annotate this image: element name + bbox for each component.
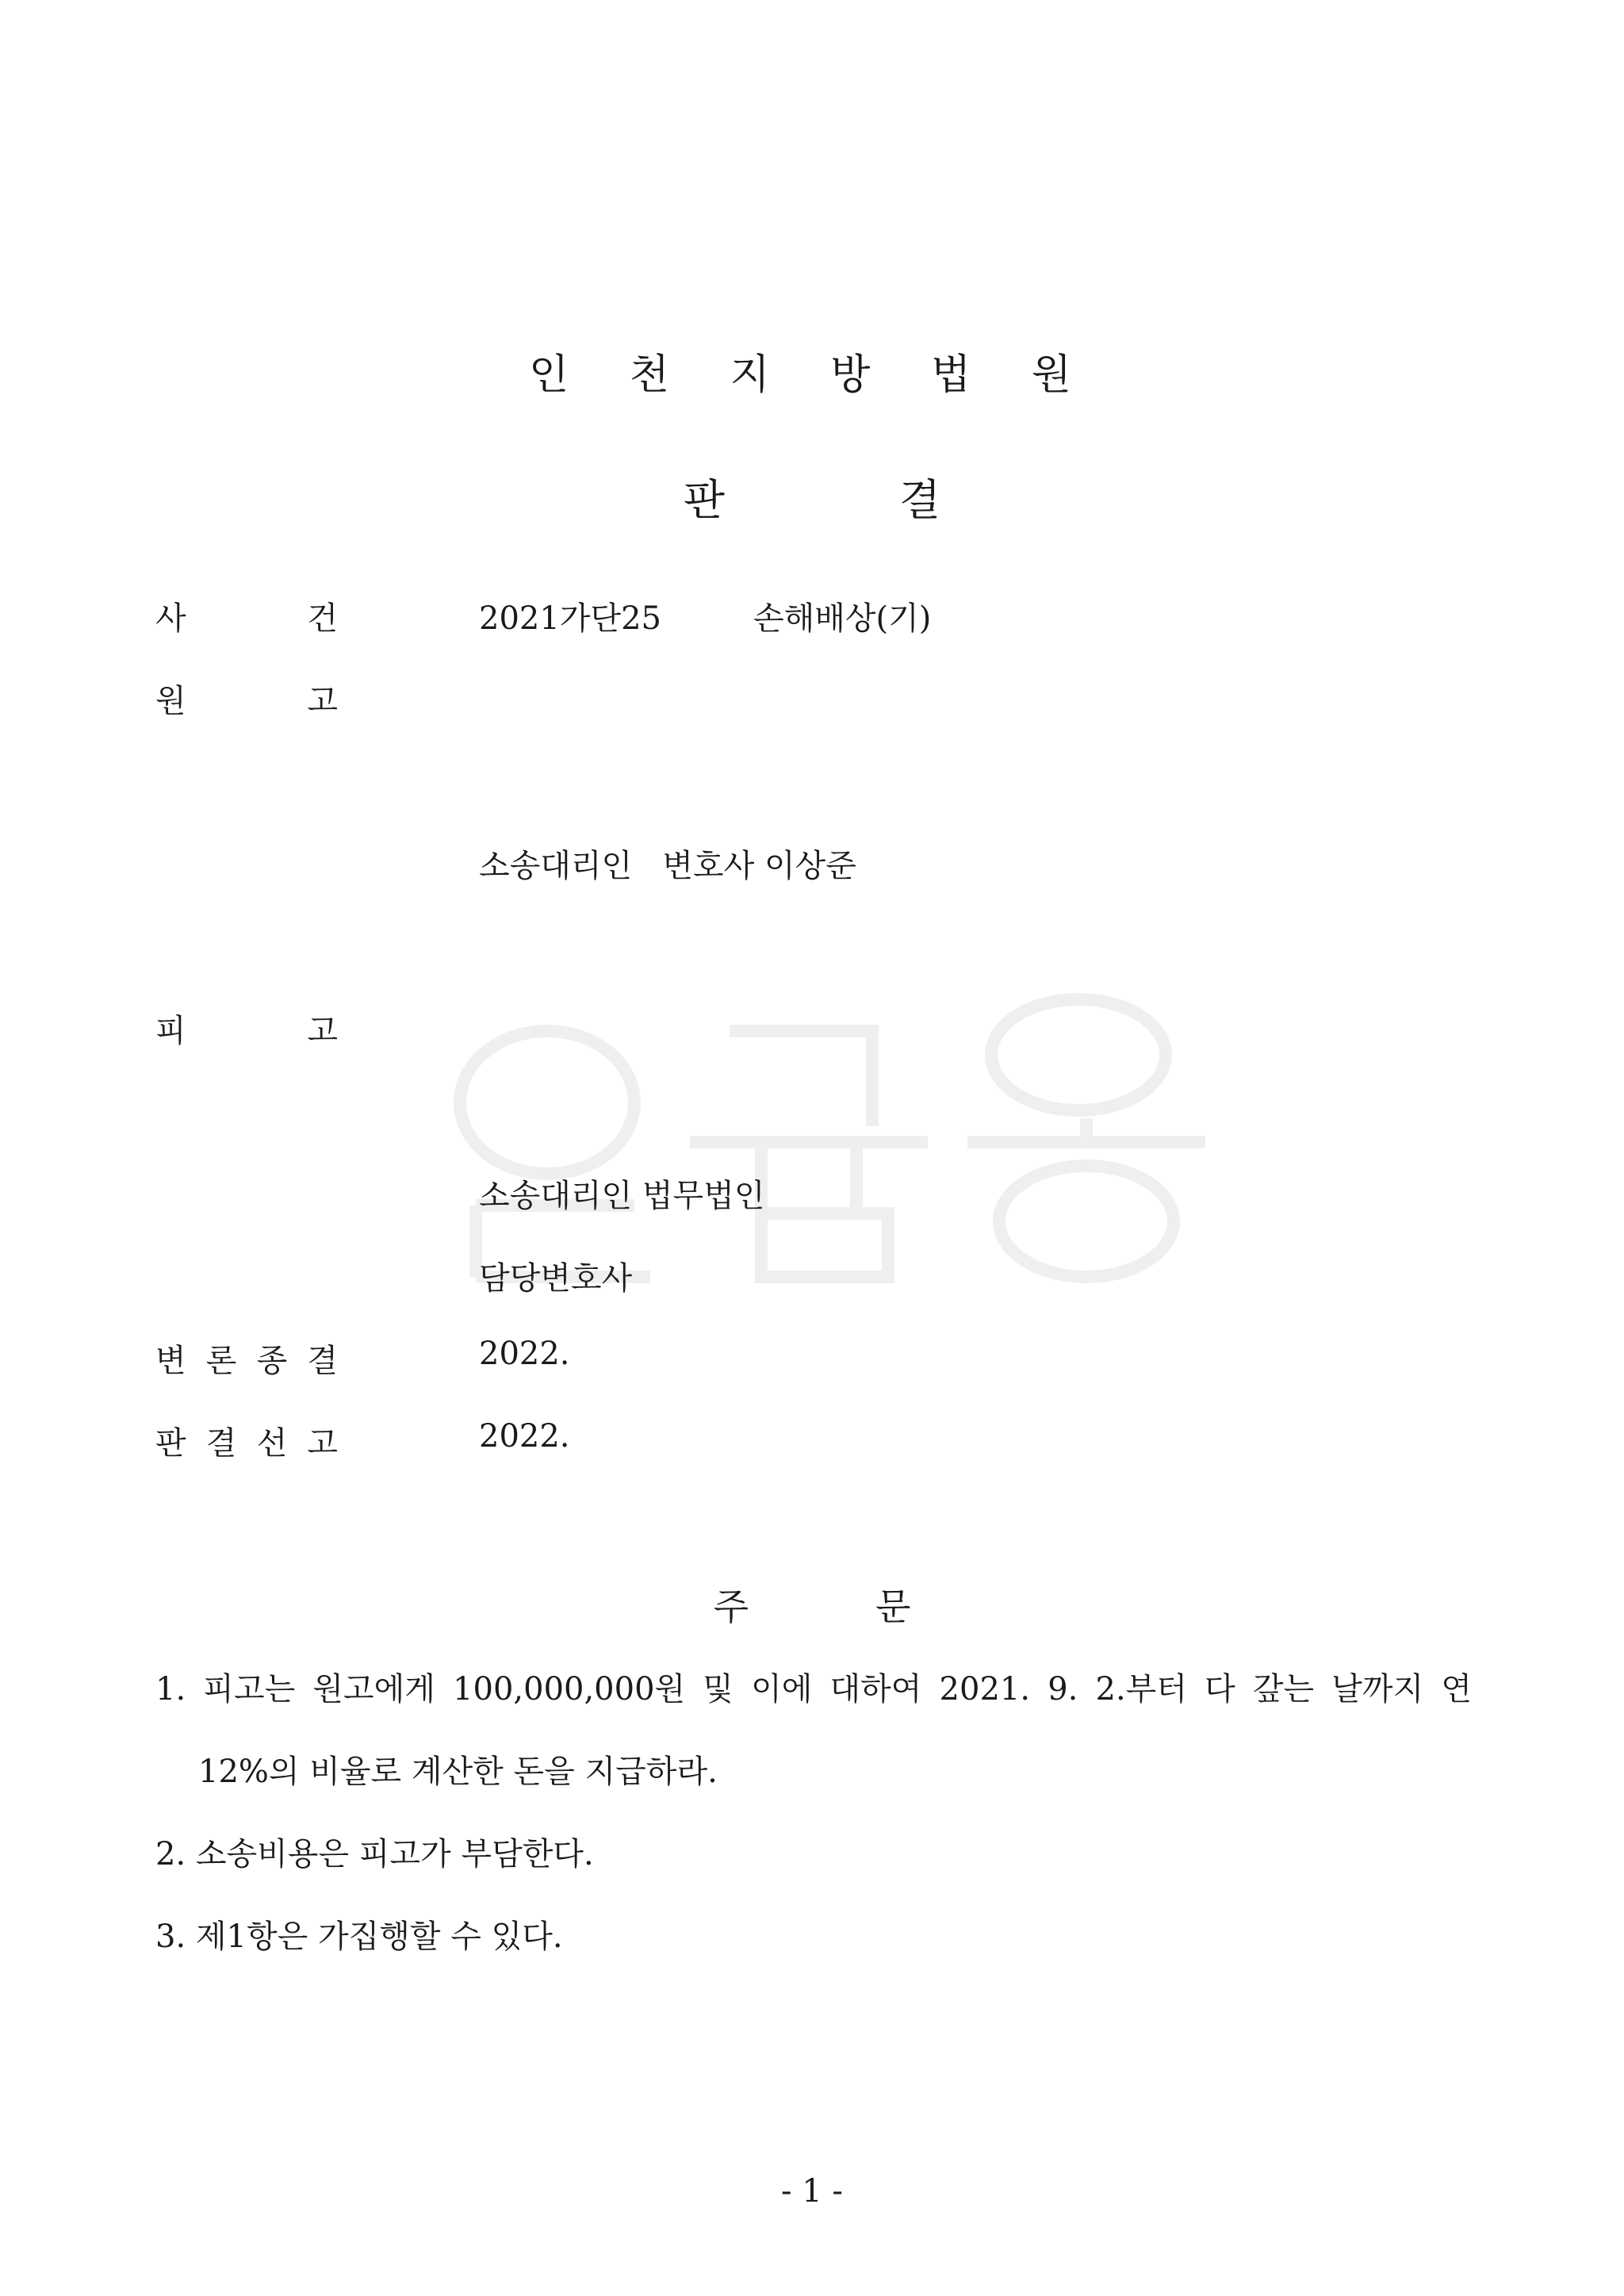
- judgment-date: 2022.: [479, 1418, 570, 1455]
- plaintiff-label: 원 고: [155, 683, 338, 719]
- closing-date: 2022.: [479, 1336, 570, 1372]
- defendant-lawyer-in-charge: 담당변호사: [479, 1260, 633, 1297]
- watermark: [428, 983, 1221, 1285]
- closing-label: 변 론 종 결: [155, 1343, 338, 1379]
- ruling-heading: 주문: [713, 1585, 1038, 1628]
- ruling-item-3: 3. 제1항은 가집행할 수 있다.: [155, 1918, 563, 1955]
- ruling-item-1: 1. 피고는 원고에게 100,000,000원 및 이에 대하여 2021. 9. 2.부터 다 갚는 날까지 연: [155, 1671, 1472, 1708]
- ruling-item-2: 2. 소송비용은 피고가 부담한다.: [155, 1836, 594, 1872]
- defendant-attorney: 소송대리인 법무법인: [479, 1178, 765, 1214]
- court-name: 인 천 지 방 법 원: [528, 351, 1096, 399]
- document-type: 판결: [683, 475, 1116, 525]
- defendant-label: 피 고: [155, 1013, 338, 1049]
- page-number: - 1 -: [781, 2173, 843, 2210]
- case-label: 사 건: [155, 600, 338, 637]
- ruling-item-1-continued: 12%의 비율로 계산한 돈을 지급하라.: [198, 1754, 718, 1790]
- case-name: 손해배상(기): [753, 600, 932, 637]
- judgment-date-label: 판 결 선 고: [155, 1425, 338, 1462]
- plaintiff-attorney: 소송대리인 변호사 이상준: [479, 848, 856, 884]
- case-number: 2021가단25: [479, 600, 661, 637]
